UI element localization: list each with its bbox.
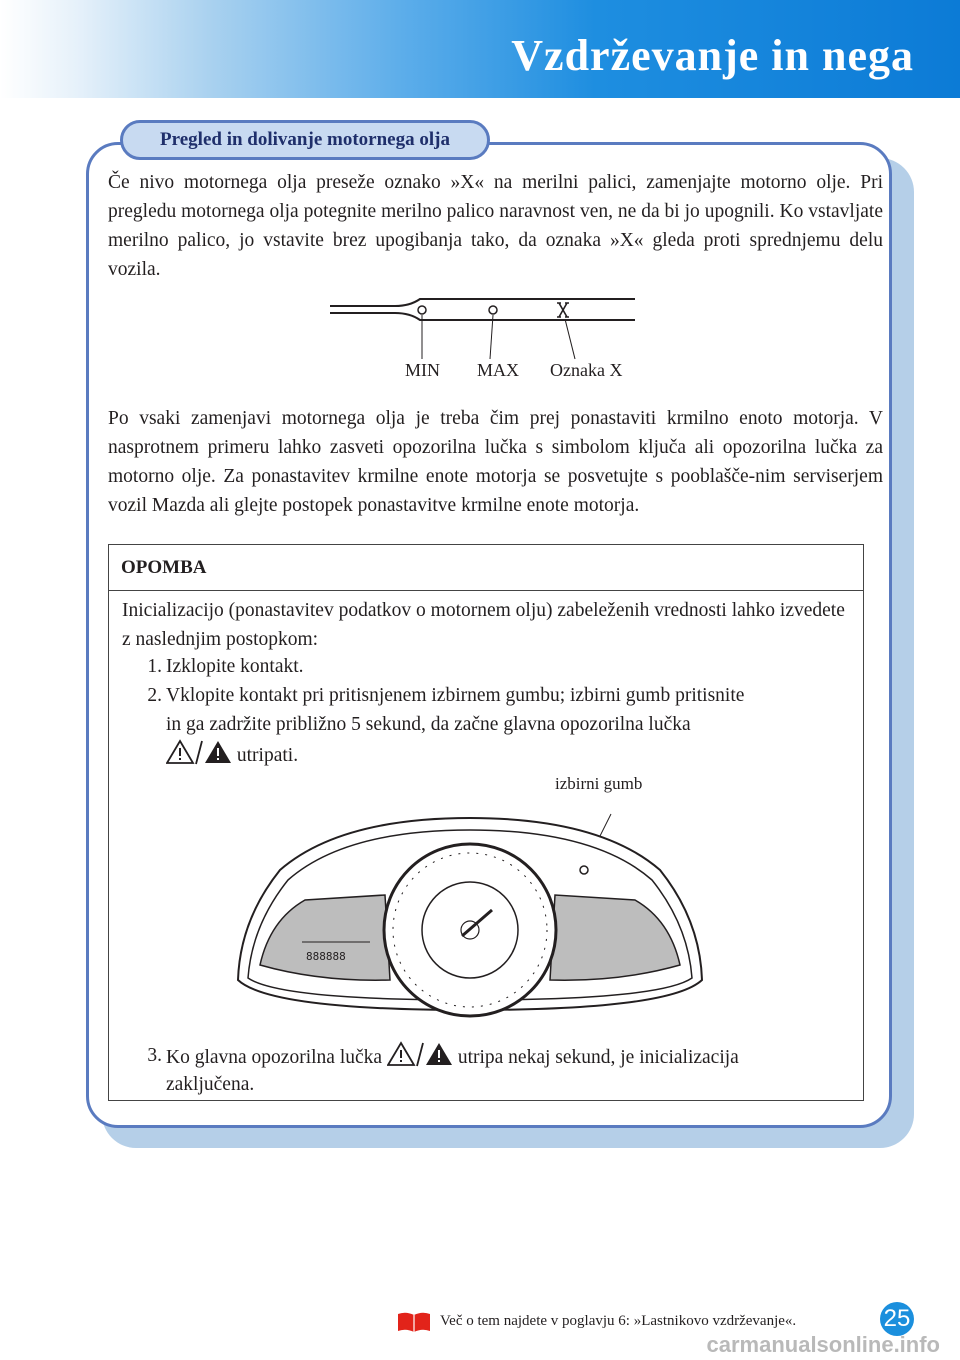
step-3-text-b: utripa nekaj sekund, je inicializacija [457,1047,739,1068]
master-warning-icon [387,1041,453,1067]
book-icon [396,1311,432,1333]
step-2-line-1: Vklopite kontakt pri pritisnjenem izbirnem gumbu; izbirni gumb pritisnite [166,685,745,706]
dipstick-diagram [325,293,645,365]
max-label: MAX [477,360,520,380]
note-intro: Inicializacijo (ponastavitev podatkov o motornem olju) zabeleženih vrednosti lahko izvedete z naslednjim postopkom: [122,600,845,650]
min-label: MIN [405,360,440,380]
page-number: 25 [880,1302,914,1336]
step-3 [136,1041,852,1099]
step-3-text-a: Ko glavna opozorilna lučka [166,1047,383,1068]
step-1-text: Izklopite kontakt. [166,656,304,677]
instrument-cluster [230,800,710,1025]
page-title: Vzdrževanje in nega [511,31,914,80]
step-2 [136,681,852,768]
watermark: carmanualsonline.info [706,1332,940,1357]
reset-paragraph: Po vsaki zamenjavi motornega olja je treba čim prej ponastaviti krmilno enoto motorja. V nasprotnem primeru lahko zasveti opozorilna lučka s simbolom ključa ali opozorilna lučka za motorno olje. Za ponastavitev krmilne enote motorja se posvetujte s pooblašče-nim serviserjem vozil Mazda ali glejte postopek ponastavitve krmilne enote motorja. [108,408,883,516]
step-3-line-2: zaključena. [166,1074,255,1095]
intro-paragraph: Če nivo motornega olja preseže oznako »X« na merilni palici, zamenjajte motorno olje. Pri pregledu motornega olja potegnite merilno palico naravnost ven, ne da bi jo upognili. Ko vstavljate merilno palico, jo vstavite brez upogibanja tako, da oznaka »X« gleda proti sprednjemu delu vozila. [108,172,883,280]
section-tab: Pregled in dolivanje motornega olja [120,120,490,160]
step-2-line-3: utripati. [236,745,299,766]
step-2-line-3-row [166,739,298,770]
odometer-readout: 888888 [306,950,346,963]
note-heading: OPOMBA [109,545,863,591]
master-warning-icon [166,739,232,765]
step-2-line-2: in ga zadržite približno 5 sekund, da začne glavna opozorilna lučka [166,714,691,735]
step-1-number: 1. [147,656,162,677]
step-3-line-1-row [166,1041,739,1072]
x-mark-label: Oznaka X [550,360,623,380]
select-button-label: izbirni gumb [555,774,643,793]
step-1 [136,652,836,681]
step-2-number: 2. [147,685,162,706]
footer-reference: Več o tem najdete v poglavju 6: »Lastnikovo vzdrževanje«. [440,1313,797,1329]
step-3-number: 3. [147,1045,162,1066]
